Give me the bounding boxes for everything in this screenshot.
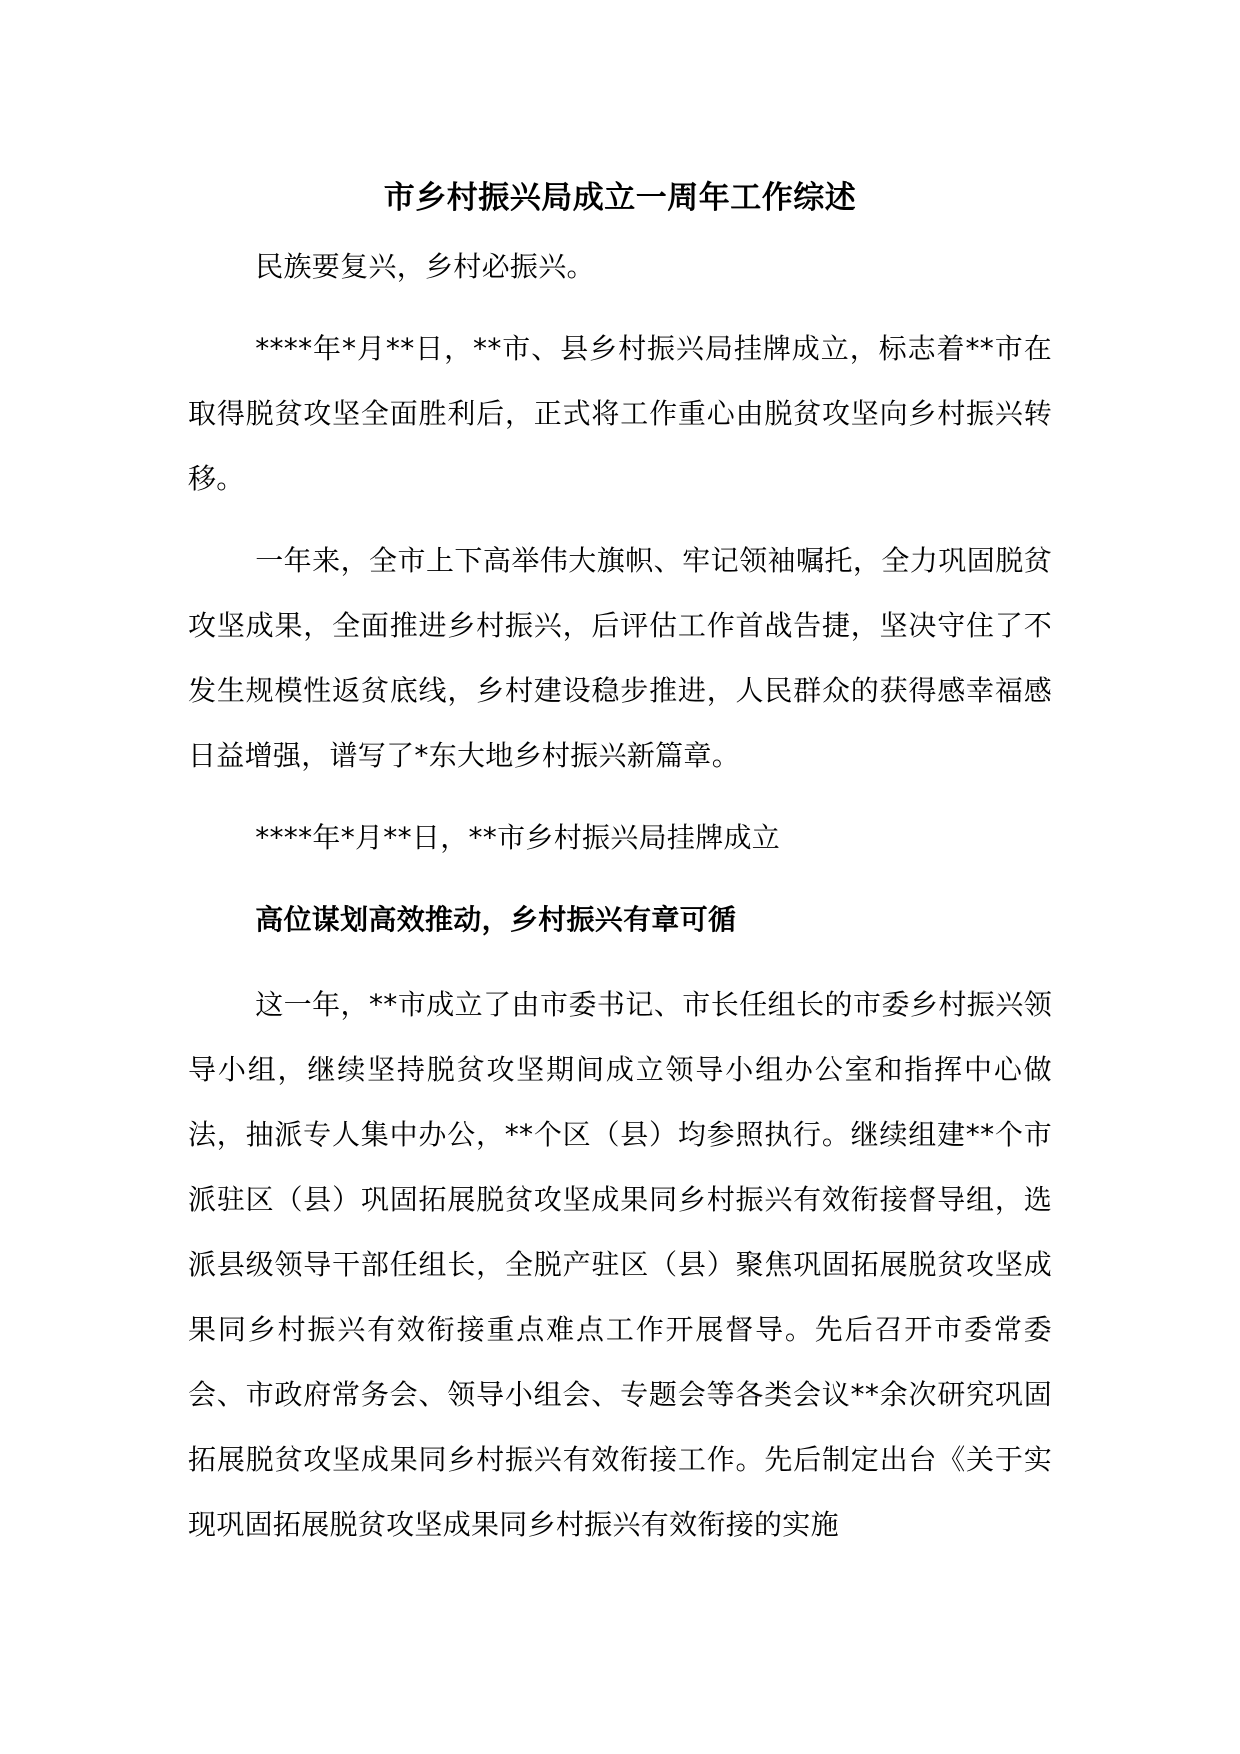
paragraph-founding: ****年*月**日，**市、县乡村振兴局挂牌成立，标志着**市在取得脱贫攻坚全面胜利后，正式将工作重心由脱贫攻坚向乡村振兴转移。 <box>188 332 1052 495</box>
paragraph-intro: 民族要复兴，乡村必振兴。 <box>255 250 595 283</box>
paragraph-caption: ****年*月**日，**市乡村振兴局挂牌成立 <box>255 821 781 854</box>
paragraph-year-review: 一年来，全市上下高举伟大旗帜、牢记领袖嘱托，全力巩固脱贫攻坚成果，全面推进乡村振兴，后评估工作首战告捷，坚决守住了不发生规模性返贫底线，乡村建设稳步推进，人民群众的获得感幸福感日益增强，谱写了*东大地乡村振兴新篇章。 <box>188 544 1052 772</box>
section-heading: 高位谋划高效推动，乡村振兴有章可循 <box>255 903 737 936</box>
document-body <box>188 172 1052 1574</box>
document-title: 市乡村振兴局成立一周年工作综述 <box>383 180 857 216</box>
paragraph-section-body: 这一年，**市成立了由市委书记、市长任组长的市委乡村振兴领导小组，继续坚持脱贫攻坚期间成立领导小组办公室和指挥中心做法，抽派专人集中办公，**个区（县）均参照执行。继续组建**个市派驻区（县）巩固拓展脱贫攻坚成果同乡村振兴有效衔接督导组，选派县级领导干部任组长，全脱产驻区（县）聚焦巩固拓展脱贫攻坚成果同乡村振兴有效衔接重点难点工作开展督导。先后召开市委常委会、市政府常务会、领导小组会、专题会等各类会议**余次研究巩固拓展脱贫攻坚成果同乡村振兴有效衔接工作。先后制定出台《关于实现巩固拓展脱贫攻坚成果同乡村振兴有效衔接的实施 <box>188 988 1052 1541</box>
